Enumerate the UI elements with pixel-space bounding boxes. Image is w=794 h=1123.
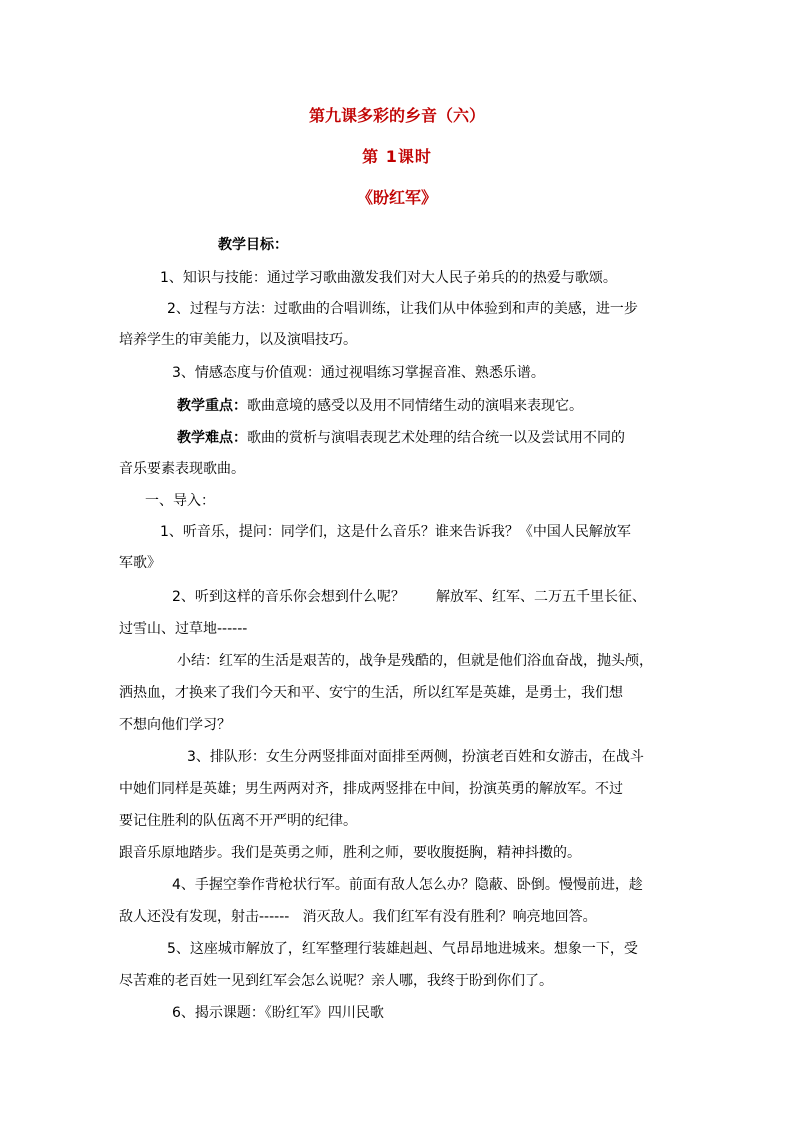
- teaching-difficulty-label: 教学难点：: [177, 430, 247, 446]
- teaching-difficulty-text: 歌曲的赏析与演唱表现艺术处理的结合统一以及尝试用不同的: [247, 430, 625, 446]
- objectives-heading: 教学目标：: [218, 237, 288, 253]
- teaching-focus-label: 教学重点：: [177, 398, 247, 414]
- step-3-line-3: 要记住胜利的队伍离不开严明的纪律。: [119, 813, 357, 829]
- step-5-line-2: 尽苦难的老百姓一见到红军会怎么说呢？亲人哪，我终于盼到你们了。: [119, 973, 553, 989]
- teaching-focus-text: 歌曲意境的感受以及用不同情绪生动的演唱来表现它。: [247, 398, 583, 414]
- step-5-line-1: 5、这座城市解放了，红军整理行装雄赳赳、气昂昂地进城来。想象一下，受: [167, 941, 638, 957]
- objective-3: 3、情感态度与价值观：通过视唱练习掌握音准、熟悉乐谱。: [172, 365, 545, 381]
- teaching-difficulty: [177, 428, 625, 448]
- section-intro-heading: 一、导入：: [145, 493, 215, 509]
- lesson-number: 第 1课时: [362, 147, 432, 166]
- objective-1: 1、知识与技能：通过学习歌曲激发我们对大人民子弟兵的的热爱与歌颂。: [160, 270, 617, 286]
- step-2-line-1: 2、听到这样的音乐你会想到什么呢？ 解放军、红军、二万五千里长征、: [172, 589, 647, 605]
- step-3-line-4: 跟音乐原地踏步。我们是英勇之师，胜利之师，要收腹挺胸，精神抖擞的。: [119, 845, 581, 861]
- step-4-line-2: 敌人还没有发现，射击------ 消灭敌人。我们红军有没有胜利？响亮地回答。: [119, 909, 597, 925]
- song-title: 《盼红军》: [356, 188, 437, 207]
- objective-2-line-2: 培养学生的审美能力，以及演唱技巧。: [119, 332, 357, 348]
- step-1-line-2: 军歌》: [119, 555, 161, 571]
- teaching-focus: [177, 396, 583, 416]
- summary-line-2: 洒热血，才换来了我们今天和平、安宁的生活，所以红军是英雄，是勇士，我们想: [119, 685, 623, 701]
- step-4-line-1: 4、手握空拳作背枪状行军。前面有敌人怎么办？隐蔽、卧倒。慢慢前进，趁: [172, 877, 643, 893]
- summary-line-3: 不想向他们学习？: [119, 717, 231, 733]
- step-3-line-2: 中她们同样是英雄；男生两两对齐，排成两竖排在中间，扮演英勇的解放军。不过: [119, 781, 623, 797]
- step-1-line-1: 1、听音乐，提问：同学们，这是什么音乐？谁来告诉我？《中国人民解放军: [160, 524, 631, 540]
- page-title: 第九课多彩的乡音（六）: [308, 106, 485, 125]
- step-3-line-1: 3、排队形：女生分两竖排面对面排至两侧，扮演老百姓和女游击，在战斗: [187, 749, 644, 765]
- summary-line-1: 小结：红军的生活是艰苦的，战争是残酷的，但就是他们浴血奋战，抛头颅，: [177, 653, 653, 669]
- objective-2-line-1: 2、过程与方法：过歌曲的合唱训练，让我们从中体验到和声的美感，进一步: [167, 301, 638, 317]
- teaching-difficulty-line-2: 音乐要素表现歌曲。: [119, 461, 245, 477]
- step-2-line-2: 过雪山、过草地------: [119, 621, 248, 637]
- step-6: 6、揭示课题：《盼红军》四川民歌: [172, 1005, 384, 1021]
